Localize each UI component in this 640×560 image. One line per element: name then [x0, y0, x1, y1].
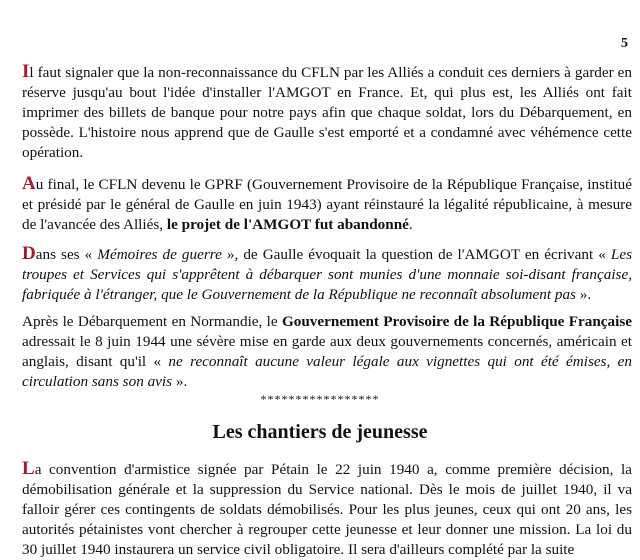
bold-phrase: Gouvernement Provisoire de la République Française — [281, 313, 632, 330]
drop-cap: D — [22, 243, 36, 264]
section-heading: Les chantiers de jeunesse — [212, 421, 428, 443]
paragraph-chantiers — [22, 459, 632, 560]
paragraph-text: a convention d'armistice signée par Pétain le 22 juin 1940 a, comme première décision, la démobilisation générale et la suppression du Service national. Dès le mois de juillet 1940, il va falloir gérer ces contingents de soldats démobilisés. Pour les plus jeunes, ceux qui ont 20 ans, les autorités pétainistes vont chercher à regrouper cette jeunesse et leur donner une mission. La loi du 30 juillet 1940 instaurera un service civil obligatoire. Il sera d'ailleurs complété par la suite — [22, 461, 632, 558]
paragraph-text: ». — [575, 286, 592, 303]
section-separator: ***************** — [260, 392, 380, 406]
paragraph-text: u final, le CFLN devenu le GPRF (Gouvernement Provisoire de la République Française, institué et présidé par le général de Gaulle en juin 1943) ayant réinstauré la légalité républicaine, à mesure de l'avancée des Alliés, — [22, 176, 632, 233]
paragraph-text: », de Gaulle évoquait la question de l'AMGOT en écrivant « — [221, 246, 611, 263]
paragraph-debarquement — [22, 312, 632, 392]
paragraph-amgot-reserve — [22, 62, 632, 163]
quotation: Les troupes et Services qui s'apprêtent à débarquer sont munies d'une monnaie soi-disant française, fabriquée à l'étranger, que le Gouvernement de la République ne reconnaît absolument pas — [22, 246, 632, 303]
bold-phrase: le projet de l'AMGOT fut abandonné — [166, 216, 409, 233]
page-number: 5 — [621, 36, 628, 51]
paragraph-text: ». — [172, 373, 188, 390]
paragraph-text: adressait le 8 juin 1944 une sévère mise en garde aux deux gouvernements concernés, américain et anglais, disant qu'il « — [22, 333, 632, 370]
quotation: ne reconnaît aucune valeur légale aux vignettes qui ont été émises, en circulation sans son avis — [22, 353, 632, 390]
book-title: Mémoires de guerre — [97, 246, 222, 263]
paragraph-end: . — [408, 216, 413, 233]
paragraph-gprf — [22, 174, 632, 235]
drop-cap: L — [22, 458, 35, 479]
drop-cap: I — [22, 61, 30, 82]
paragraph-text: ans ses « — [35, 246, 98, 263]
paragraph-text: Après le Débarquement en Normandie, le — [22, 313, 282, 330]
drop-cap: A — [22, 173, 36, 194]
paragraph-memoires — [22, 244, 632, 305]
paragraph-text: l faut signaler que la non-reconnaissance du CFLN par les Alliés a conduit ces derniers à garder en réserve jusqu'au bout l'idée d'installer l'AMGOT en France. Et, qui plus est, les Alliés ont fait imprimer des billets de banque pour notre pays afin que chaque soldat, lors du Débarquement, en possède. L'histoire nous apprend que de Gaulle s'est emporté et a condamné avec véhémence cette opération. — [22, 64, 632, 161]
